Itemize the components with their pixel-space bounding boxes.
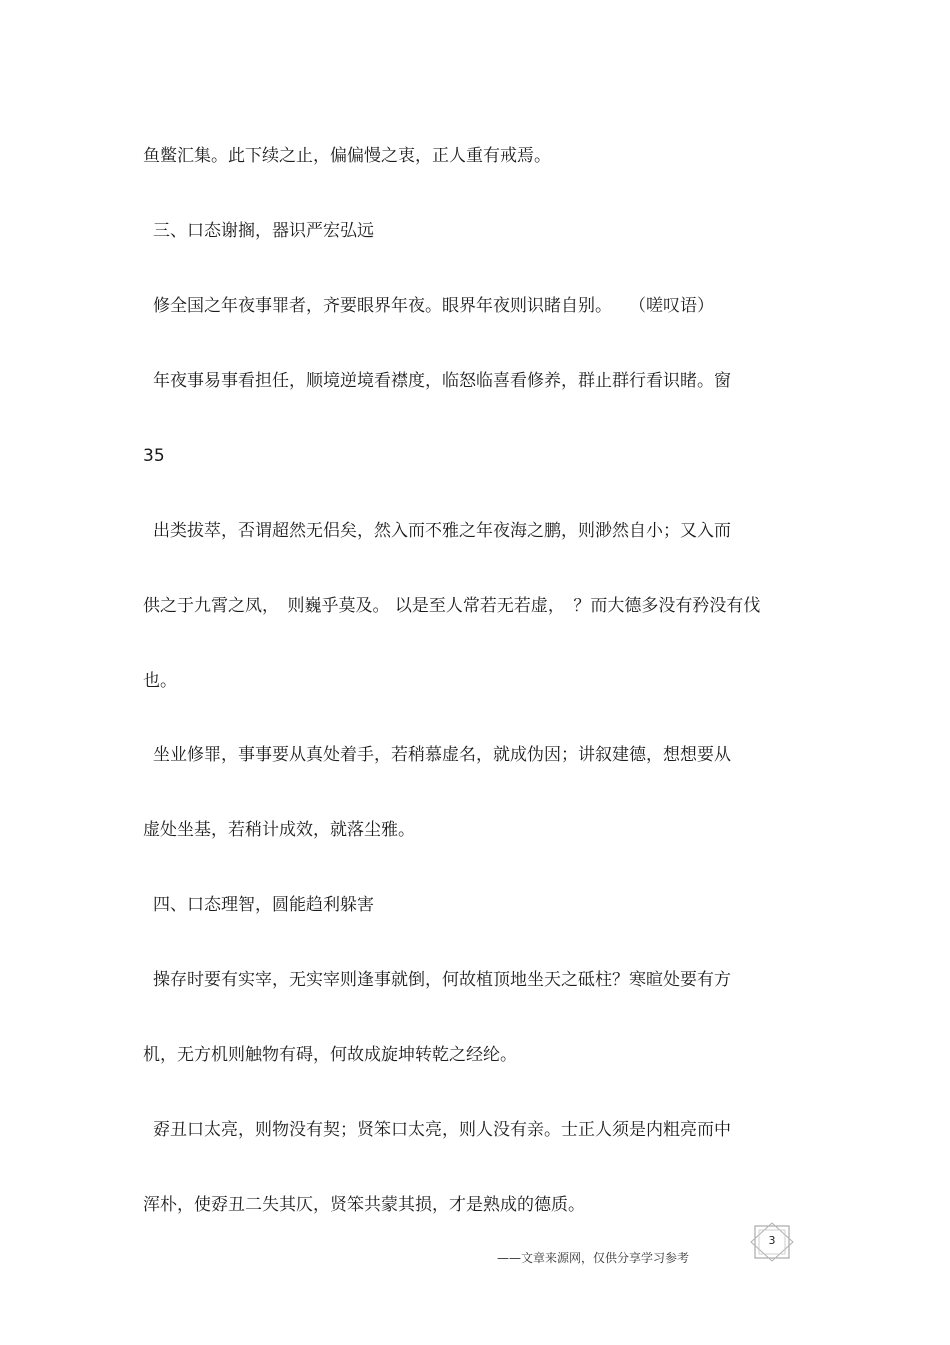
text-line-5: 35 — [143, 446, 165, 466]
text-line-15: 浑朴，使孬丑二失其仄，贤笨共蒙其损，才是熟成的德质。 — [143, 1195, 585, 1215]
text-line-9: 坐业修罪，事事要从真处着手，若稍慕虚名，就成伪因；讲叙建德，想想要从 — [153, 745, 731, 765]
text-line-12: 操存时要有实宰，无实宰则逢事就倒，何故植顶地坐天之砥柱？寒暄处要有方 — [153, 970, 731, 990]
text-line-7: 供之于九霄之凤， 则巍乎莫及。 以是至人常若无若虚， ？而大德多没有矜没有伐 — [143, 596, 761, 616]
page-number-badge — [748, 1222, 796, 1262]
text-line-8: 也。 — [143, 671, 177, 691]
source-note: ——文章来源网，仅供分享学习参考 — [497, 1251, 690, 1265]
text-line-3: 修全国之年夜事罪者，齐要眼界年夜。眼界年夜则识睹自别。 （嗟叹语） — [153, 296, 714, 316]
section-heading-3: 三、口态谢搁，器识严宏弘远 — [153, 221, 374, 241]
page-number: 3 — [768, 1234, 776, 1247]
text-line-13: 机，无方机则触物有碍，何故成旋坤转乾之经纶。 — [143, 1045, 517, 1065]
text-line-1: 鱼鳖汇集。此下续之止，偏偏慢之衷，正人重有戒焉。 — [143, 146, 551, 166]
text-line-4: 年夜事易事看担任，顺境逆境看襟度，临怒临喜看修养，群止群行看识睹。窗 — [153, 371, 731, 391]
section-heading-4: 四、口态理智，圆能趋利躲害 — [153, 895, 374, 915]
text-line-14: 孬丑口太亮，则物没有契；贤笨口太亮，则人没有亲。士正人须是内粗亮而中 — [153, 1120, 731, 1140]
text-line-6: 出类拔萃，否谓超然无侣矣，然入而不雅之年夜海之鹏，则渺然自小；又入而 — [153, 521, 731, 541]
text-line-10: 虚处坐基，若稍计成效，就落尘雅。 — [143, 820, 415, 840]
